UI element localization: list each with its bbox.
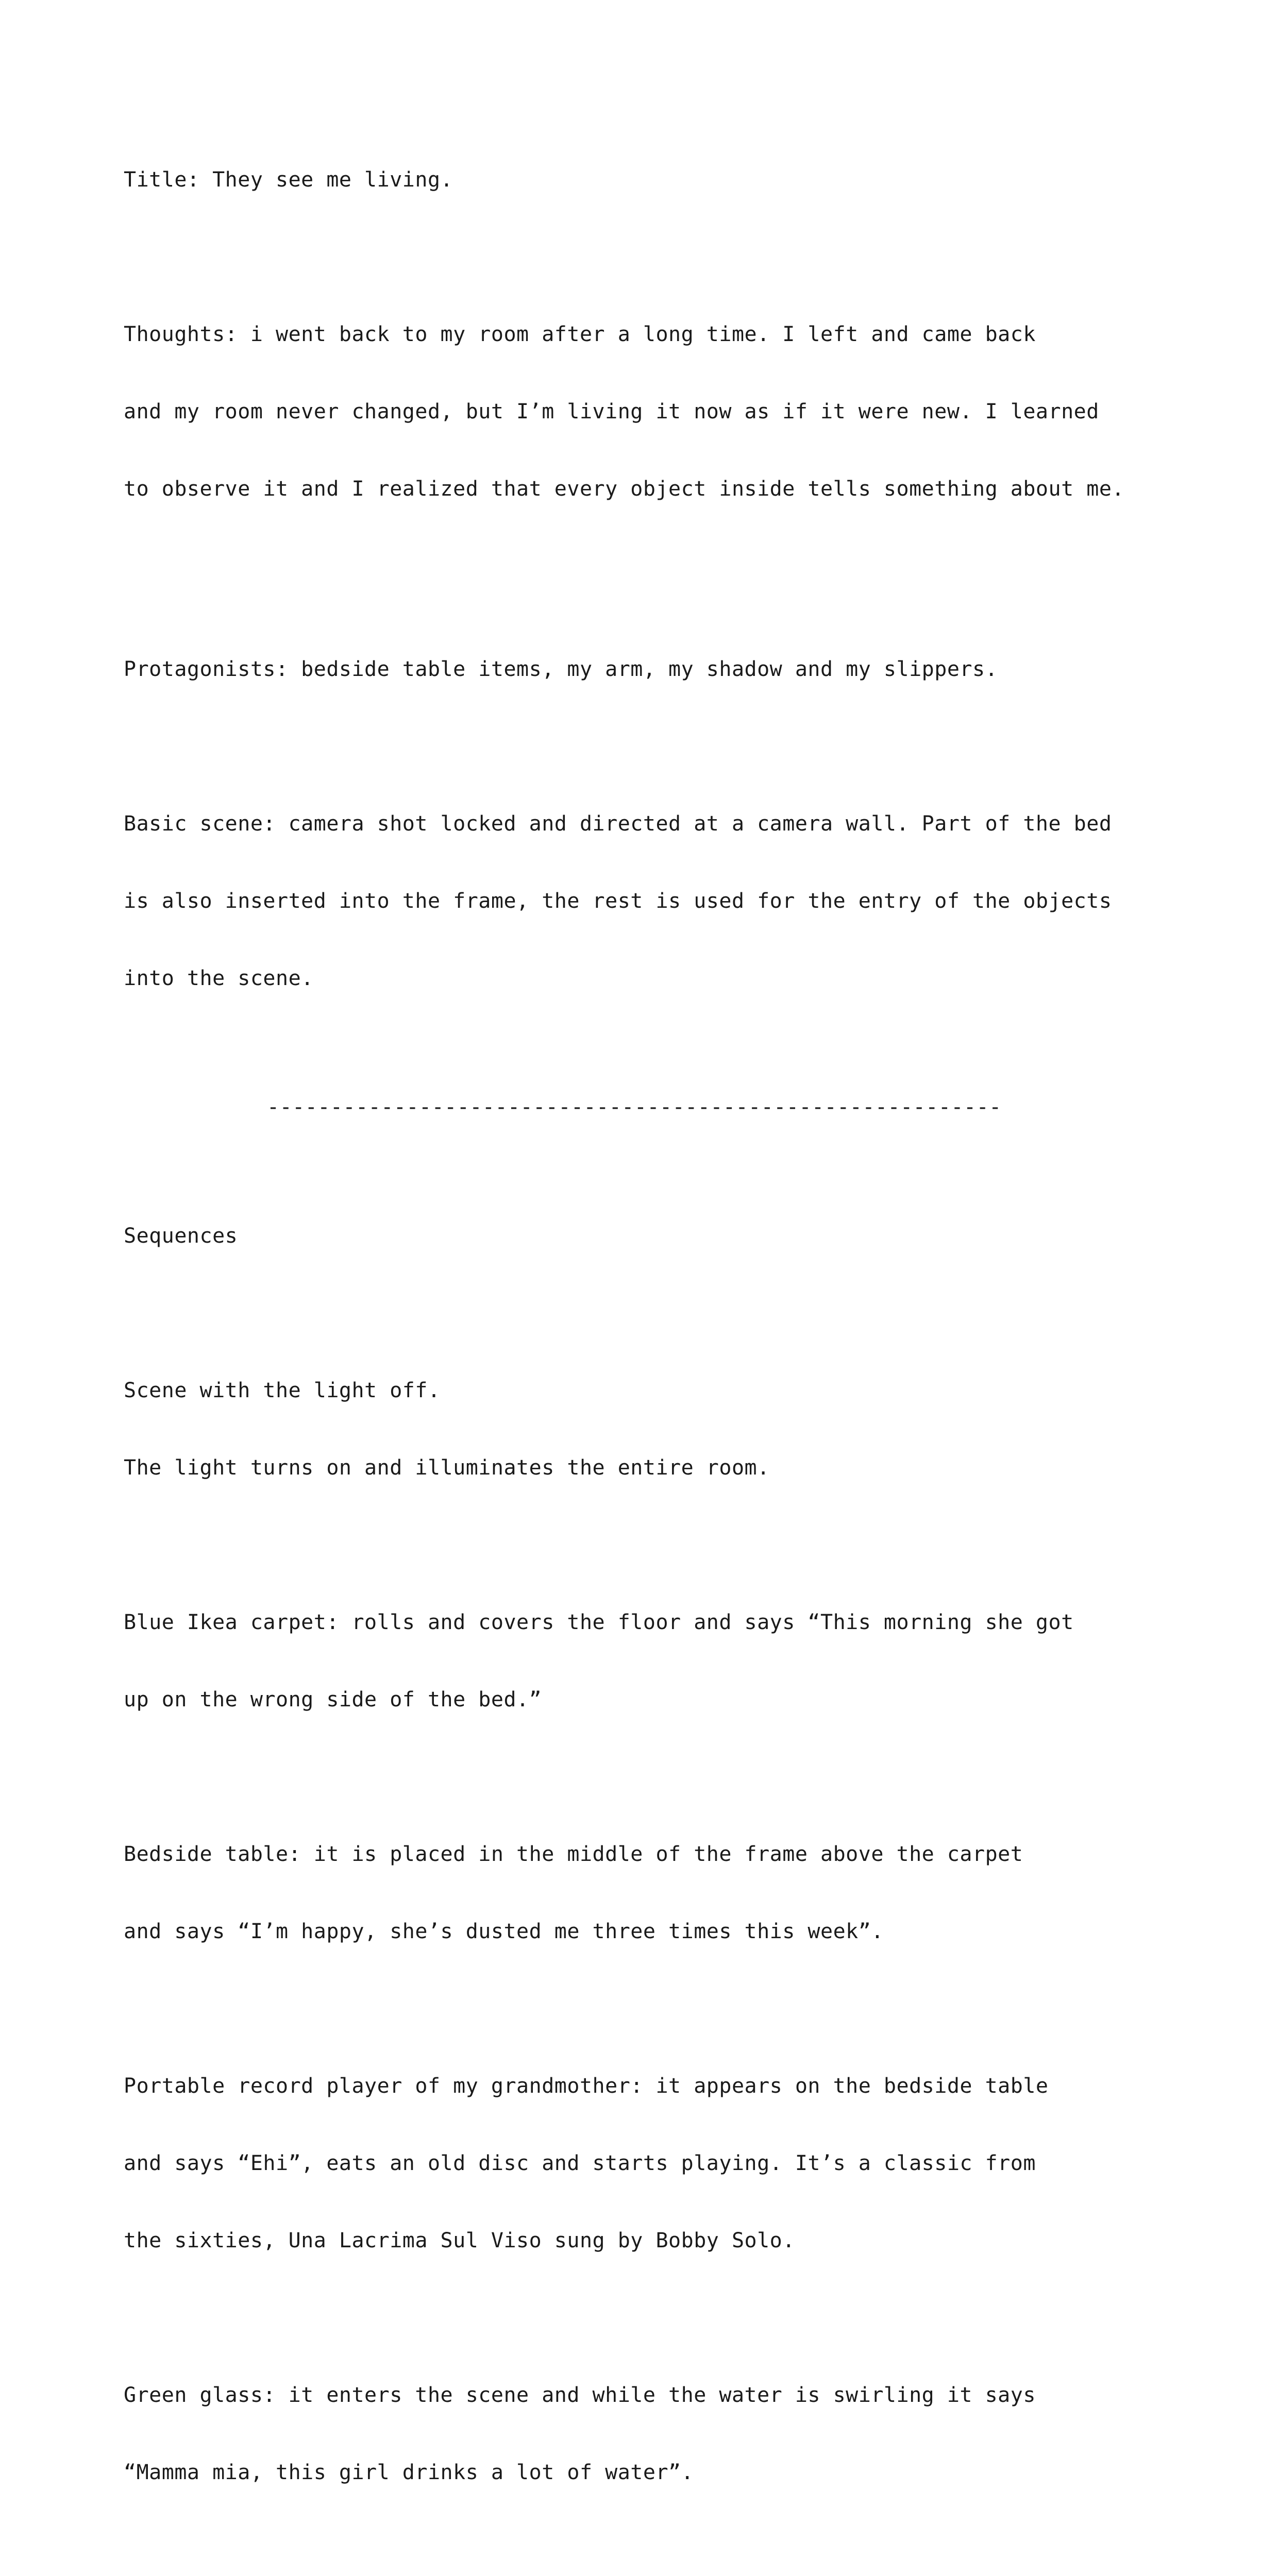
sequence-line: Bedside table: it is placed in the middle of the frame above the carpet (124, 1842, 1023, 1866)
basic-scene-line: is also inserted into the frame, the rest is used for the entry of the objects (124, 889, 1112, 913)
protagonists-text: Protagonists: bedside table items, my arm, my shadow and my slippers. (124, 657, 998, 681)
sequence-item (124, 1558, 1175, 1764)
basic-scene-line: into the scene. (124, 967, 314, 990)
sequence-line: Green glass: it enters the scene and while the water is swirling it says (124, 2383, 1036, 2407)
basic-scene-line: Basic scene: camera shot locked and directed at a camera wall. Part of the bed (124, 812, 1112, 836)
sequence-line: and says “I’m happy, she’s dusted me three times this week”. (124, 1920, 884, 1943)
title-line (124, 115, 1175, 244)
sequence-line: up on the wrong side of the bed.” (124, 1688, 542, 1711)
sequence-line: the sixties, Una Lacrima Sul Viso sung by Bobby Solo. (124, 2229, 795, 2252)
spacer (124, 1069, 1175, 1094)
thoughts-line: Thoughts: i went back to my room after a long time. I left and came back (124, 323, 1036, 346)
sequence-line: Scene with the light off. (124, 1379, 441, 1402)
sequence-item (124, 2331, 1175, 2537)
sequence-line: The light turns on and illuminates the entire room. (124, 1456, 770, 1480)
sequence-line: Blue Ikea carpet: rolls and covers the floor and says “This morning she got (124, 1611, 1074, 1634)
basic-scene-paragraph (124, 759, 1175, 1043)
sequence-item (124, 2563, 1175, 2576)
thoughts-paragraph (124, 270, 1175, 553)
sequence-line: “Mamma mia, this girl drinks a lot of water”. (124, 2461, 694, 2484)
section-divider: ---------------------------------------------------------- (267, 1095, 1002, 1119)
title-text: Title: They see me living. (124, 168, 453, 192)
thoughts-line: and my room never changed, but I’m living it now as if it were new. I learned (124, 400, 1099, 423)
sequence-item (124, 1326, 1175, 1532)
sequence-line: and says “Ehi”, eats an old disc and starts playing. It’s a classic from (124, 2151, 1036, 2175)
sequences-heading-block (124, 1172, 1175, 1300)
sequence-item (124, 1790, 1175, 1996)
protagonists-paragraph (124, 605, 1175, 734)
sequences-heading: Sequences (124, 1224, 238, 1248)
sequence-item (124, 2022, 1175, 2305)
document-body (124, 115, 1175, 2576)
thoughts-line: to observe it and I realized that every object inside tells something about me. (124, 477, 1124, 501)
sequence-line: Portable record player of my grandmother: it appears on the bedside table (124, 2074, 1049, 2098)
spacer (124, 579, 1175, 605)
